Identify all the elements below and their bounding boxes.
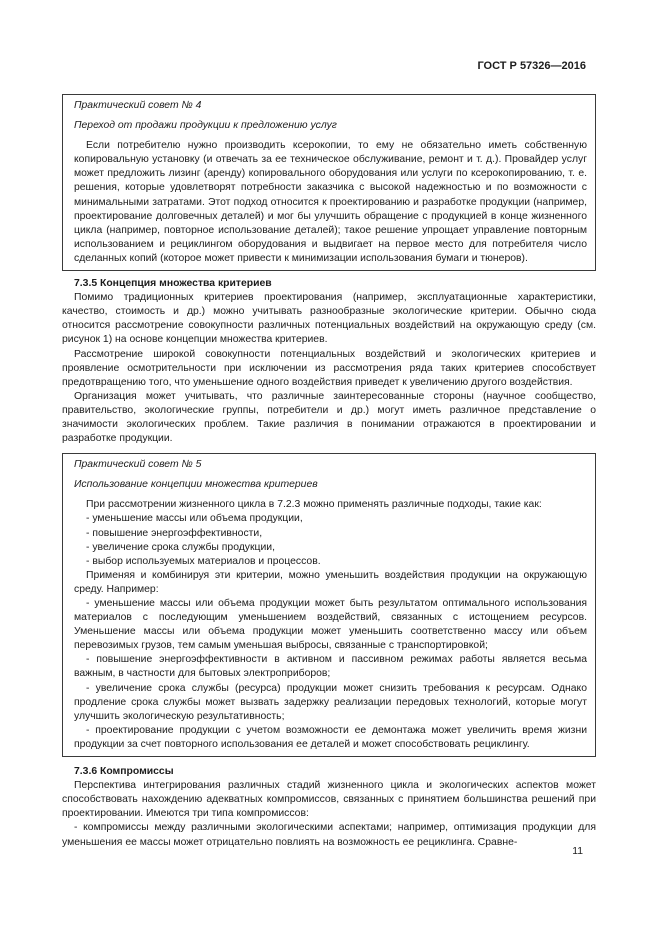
advice-box-5	[62, 453, 596, 757]
advice-body: Если потребителю нужно производить ксерокопии, то ему не обязательно иметь собственную копировальную установку (и отвечать за ее техническое обслуживание, ремонт и т. д.). Провайдер услуг может предложить лизинг (аренду) копировального оборудования или услуги по ксерокопированию, т. е. решения, которые удовлетворят потребности заказчика с высокой надежностью и по возможности с минимальными затратами. Этот подход относится к проектированию и разработке продукции (например, проектирование долговечных деталей) и мог бы улучшить обращение с продукцией в конце жизненного цикла (например, повторное использование деталей); такое решение упрощает управление повторным использованием и рециклингом оборудования и выдвигает на первое место для потребителя число сделанных копий (которое может привести к минимизации использования бумаги и тюнеров).	[74, 140, 587, 264]
example-item: - увеличение срока службы (ресурса) продукции может снизить требования к ресурсам. Однако продление срока службы может вызвать задержку реализации передовых технологий, которые могут улучшить экологическую результативность;	[74, 682, 587, 722]
section-heading: 7.3.5 Концепция множества критериев	[74, 278, 272, 290]
paragraph: Применяя и комбинируя эти критерии, можно уменьшить воздействия продукции на окружающую среду. Например:	[74, 569, 587, 595]
advice-label: Практический совет № 4	[74, 100, 202, 111]
list-item: - уменьшение массы или объема продукции,	[86, 513, 303, 525]
advice-title: Использование концепции множества критериев	[74, 479, 318, 491]
example-item: - уменьшение массы или объема продукции может быть результатом оптимального использования материалов с последующим уменьшением воздействий, связанных с истощением ресурсов. Уменьшение массы или объема продукции может уменьшить соответственно массу или объем перевозимых грузов, тем самым уменьшая выбросы, связанные с транспортировкой;	[74, 598, 587, 652]
page-number: 11	[572, 846, 583, 857]
advice-label: Практический совет № 5	[74, 459, 202, 471]
document-header: ГОСТ Р 57326—2016	[477, 60, 586, 72]
list-item: - выбор используемых материалов и процессов.	[86, 555, 321, 567]
paragraph: - компромиссы между различными экологическими аспектами; например, оптимизация продукции для уменьшения ее массы может отрицательно повлиять на возможность ее рециклинга. Сравне-	[62, 822, 596, 848]
advice-title: Переход от продажи продукции к предложению услуг	[74, 120, 337, 132]
advice-intro: При рассмотрении жизненного цикла в 7.2.3 можно применять различные подходы, такие как:	[86, 499, 542, 511]
paragraph: Рассмотрение широкой совокупности потенциальных воздействий и экологических критериев и проявление осмотрительности при исключении из рассмотрения ряда таких критериев способствует предотвращению того, что уменьшение одного воздействия приведет к увеличению другого воздействия.	[62, 348, 596, 388]
section-7-3-5	[62, 277, 596, 446]
section-heading: 7.3.6 Компромиссы	[74, 766, 174, 778]
example-item: - повышение энергоэффективности в активном и пассивном режимах работы является весьма важным, в частности для бытовых электроприборов;	[74, 654, 587, 680]
example-item: - проектирование продукции с учетом возможности ее демонтажа может увеличить время жизни продукции за счет повторного использования ее деталей и может способствовать рециклингу.	[74, 724, 587, 750]
paragraph: Перспектива интегрирования различных стадий жизненного цикла и экологических аспектов может способствовать нахождению адекватных компромиссов, связанных с принятием большинства решений при проектировании. Имеются три типа компромиссов:	[62, 780, 596, 820]
section-7-3-6	[62, 765, 596, 850]
list-item: - повышение энергоэффективности,	[86, 527, 263, 539]
list-item: - увеличение срока службы продукции,	[86, 541, 275, 553]
page-content	[62, 94, 596, 850]
paragraph: Организация может учитывать, что различные заинтересованные стороны (научное сообщество, правительство, экологические группы, потребители и др.) могут иметь различное представление о значимости экологических проблем. Такие различия в понимании отражаются в проектировании и разработке продукции.	[62, 390, 596, 445]
paragraph: Помимо традиционных критериев проектирования (например, эксплуатационные характеристики, качество, стоимость и др.) можно учитывать разнообразные экологические критерии. Обычно сюда относится рассмотрение совокупности различных потенциальных воздействий на окружающую среду (см. рисунок 1) на основе концепции множества критериев.	[62, 292, 596, 346]
advice-box-4	[62, 94, 596, 271]
